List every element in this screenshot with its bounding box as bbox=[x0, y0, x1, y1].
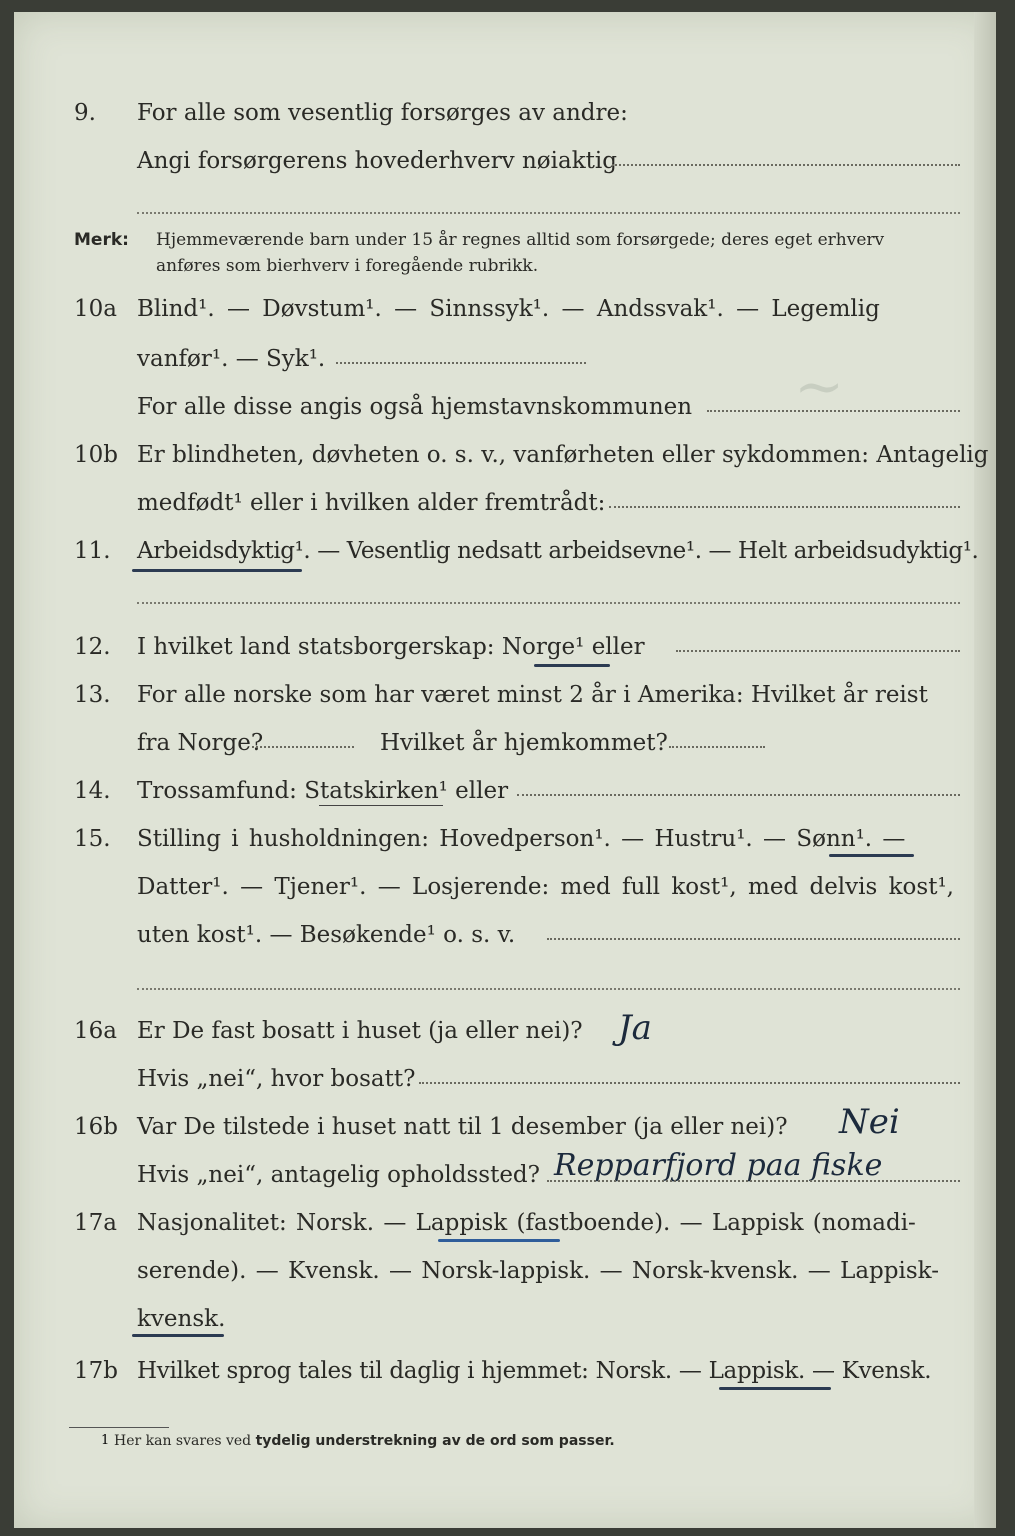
question-text: Hvilket sprog tales til daglig i hjemmet: Norsk. — Lappisk. — Kvensk. bbox=[137, 1358, 932, 1384]
answer-line[interactable] bbox=[252, 746, 354, 748]
question-text: Hvilket år hjemkommet? bbox=[380, 730, 668, 756]
footnote-mark: 1 bbox=[101, 1433, 110, 1448]
answer-line[interactable] bbox=[547, 938, 960, 940]
footnote-bold-text: tydelig understrekning av de ord som passer. bbox=[255, 1433, 615, 1449]
handwritten-underline bbox=[534, 664, 610, 667]
question-text: Hvis „nei“, hvor bosatt? bbox=[137, 1066, 416, 1092]
census-form-page bbox=[14, 12, 996, 1528]
question-text: Angi forsørgerens hovederhverv nøiaktig bbox=[137, 148, 617, 174]
question-text: For alle som vesentlig forsørges av andre: bbox=[137, 100, 628, 126]
note-label: Merk: bbox=[74, 230, 129, 250]
question-text: Er blindheten, døvheten o. s. v., vanførheten eller sykdommen: Antagelig bbox=[137, 442, 989, 468]
answer-line[interactable] bbox=[547, 1180, 960, 1182]
answer-line[interactable] bbox=[669, 746, 765, 748]
answer-line[interactable] bbox=[137, 988, 960, 990]
question-text: Stilling i husholdningen: Hovedperson¹. — Hustru¹. — Sønn¹. — bbox=[137, 826, 906, 852]
answer-line[interactable] bbox=[419, 1082, 960, 1084]
question-text: Nasjonalitet: Norsk. — Lappisk (fastboende). — Lappisk (nomadi- bbox=[137, 1210, 916, 1236]
printed-underline bbox=[319, 805, 443, 806]
handwritten-underline bbox=[132, 569, 302, 572]
note bbox=[74, 230, 129, 250]
item-number: 11. bbox=[74, 538, 111, 564]
question-text: Er De fast bosatt i huset (ja eller nei)? bbox=[137, 1018, 583, 1044]
handwritten-answer: Repparfjord paa fiske bbox=[554, 1148, 883, 1183]
item-number: 13. bbox=[74, 682, 111, 708]
answer-line[interactable] bbox=[336, 362, 586, 364]
answer-line[interactable] bbox=[137, 602, 960, 604]
question-text: Blind¹. — Døvstum¹. — Sinnssyk¹. — Andssvak¹. — Legemlig bbox=[137, 296, 880, 322]
handwritten-answer: Nei bbox=[839, 1102, 900, 1142]
question-text: For alle disse angis også hjemstavnskommunen bbox=[137, 394, 693, 420]
item-number: 17b bbox=[74, 1358, 118, 1384]
footnote-text: Her kan svares ved bbox=[114, 1433, 256, 1449]
answer-line[interactable] bbox=[612, 164, 960, 166]
note-text: anføres som bierhverv i foregående rubrikk. bbox=[156, 256, 539, 276]
handwritten-answer: Ja bbox=[618, 1008, 652, 1048]
question-text: fra Norge? bbox=[137, 730, 264, 756]
handwritten-underline bbox=[719, 1387, 831, 1390]
question-text: I hvilket land statsborgerskap: Norge¹ eller bbox=[137, 634, 645, 660]
handwritten-underline bbox=[829, 854, 914, 857]
item-number: 16b bbox=[74, 1114, 118, 1140]
question-text: Arbeidsdyktig¹. — Vesentlig nedsatt arbeidsevne¹. — Helt arbeidsudyktig¹. bbox=[137, 538, 979, 564]
question-text: Var De tilstede i huset natt til 1 desember (ja eller nei)? bbox=[137, 1114, 788, 1140]
item-number: 10b bbox=[74, 442, 118, 468]
question-text: serende). — Kvensk. — Norsk-lappisk. — Norsk-kvensk. — Lappisk- bbox=[137, 1258, 939, 1284]
question-text: vanfør¹. — Syk¹. bbox=[137, 346, 326, 372]
note-text: Hjemmeværende barn under 15 år regnes alltid som forsørgede; deres eget erhverv bbox=[156, 230, 885, 250]
footnote bbox=[114, 1433, 615, 1449]
question-text: medfødt¹ eller i hvilken alder fremtrådt: bbox=[137, 490, 606, 516]
item-number: 17a bbox=[74, 1210, 117, 1236]
question-text: Hvis „nei“, antagelig opholdssted? bbox=[137, 1162, 540, 1188]
item-number: 14. bbox=[74, 778, 111, 804]
answer-line[interactable] bbox=[707, 410, 960, 412]
handwritten-underline bbox=[132, 1334, 224, 1337]
page-edge bbox=[974, 12, 996, 1528]
question-text: Trossamfund: Statskirken¹ eller bbox=[137, 778, 509, 804]
item-number: 12. bbox=[74, 634, 111, 660]
question-text: Datter¹. — Tjener¹. — Losjerende: med full kost¹, med delvis kost¹, bbox=[137, 874, 954, 900]
question-text: For alle norske som har været minst 2 år i Amerika: Hvilket år reist bbox=[137, 682, 928, 708]
handwritten-underline bbox=[438, 1239, 560, 1242]
item-number: 10a bbox=[74, 296, 117, 322]
question-text: uten kost¹. — Besøkende¹ o. s. v. bbox=[137, 922, 516, 948]
item-number: 15. bbox=[74, 826, 111, 852]
item-number: 16a bbox=[74, 1018, 117, 1044]
bleed-through-mark: ~ bbox=[794, 352, 845, 422]
answer-line[interactable] bbox=[676, 650, 960, 652]
item-number: 9. bbox=[74, 100, 96, 126]
answer-line[interactable] bbox=[609, 506, 960, 508]
answer-line[interactable] bbox=[517, 794, 960, 796]
footnote-rule bbox=[69, 1427, 169, 1428]
answer-line[interactable] bbox=[137, 212, 960, 214]
question-text: kvensk. bbox=[137, 1306, 226, 1332]
